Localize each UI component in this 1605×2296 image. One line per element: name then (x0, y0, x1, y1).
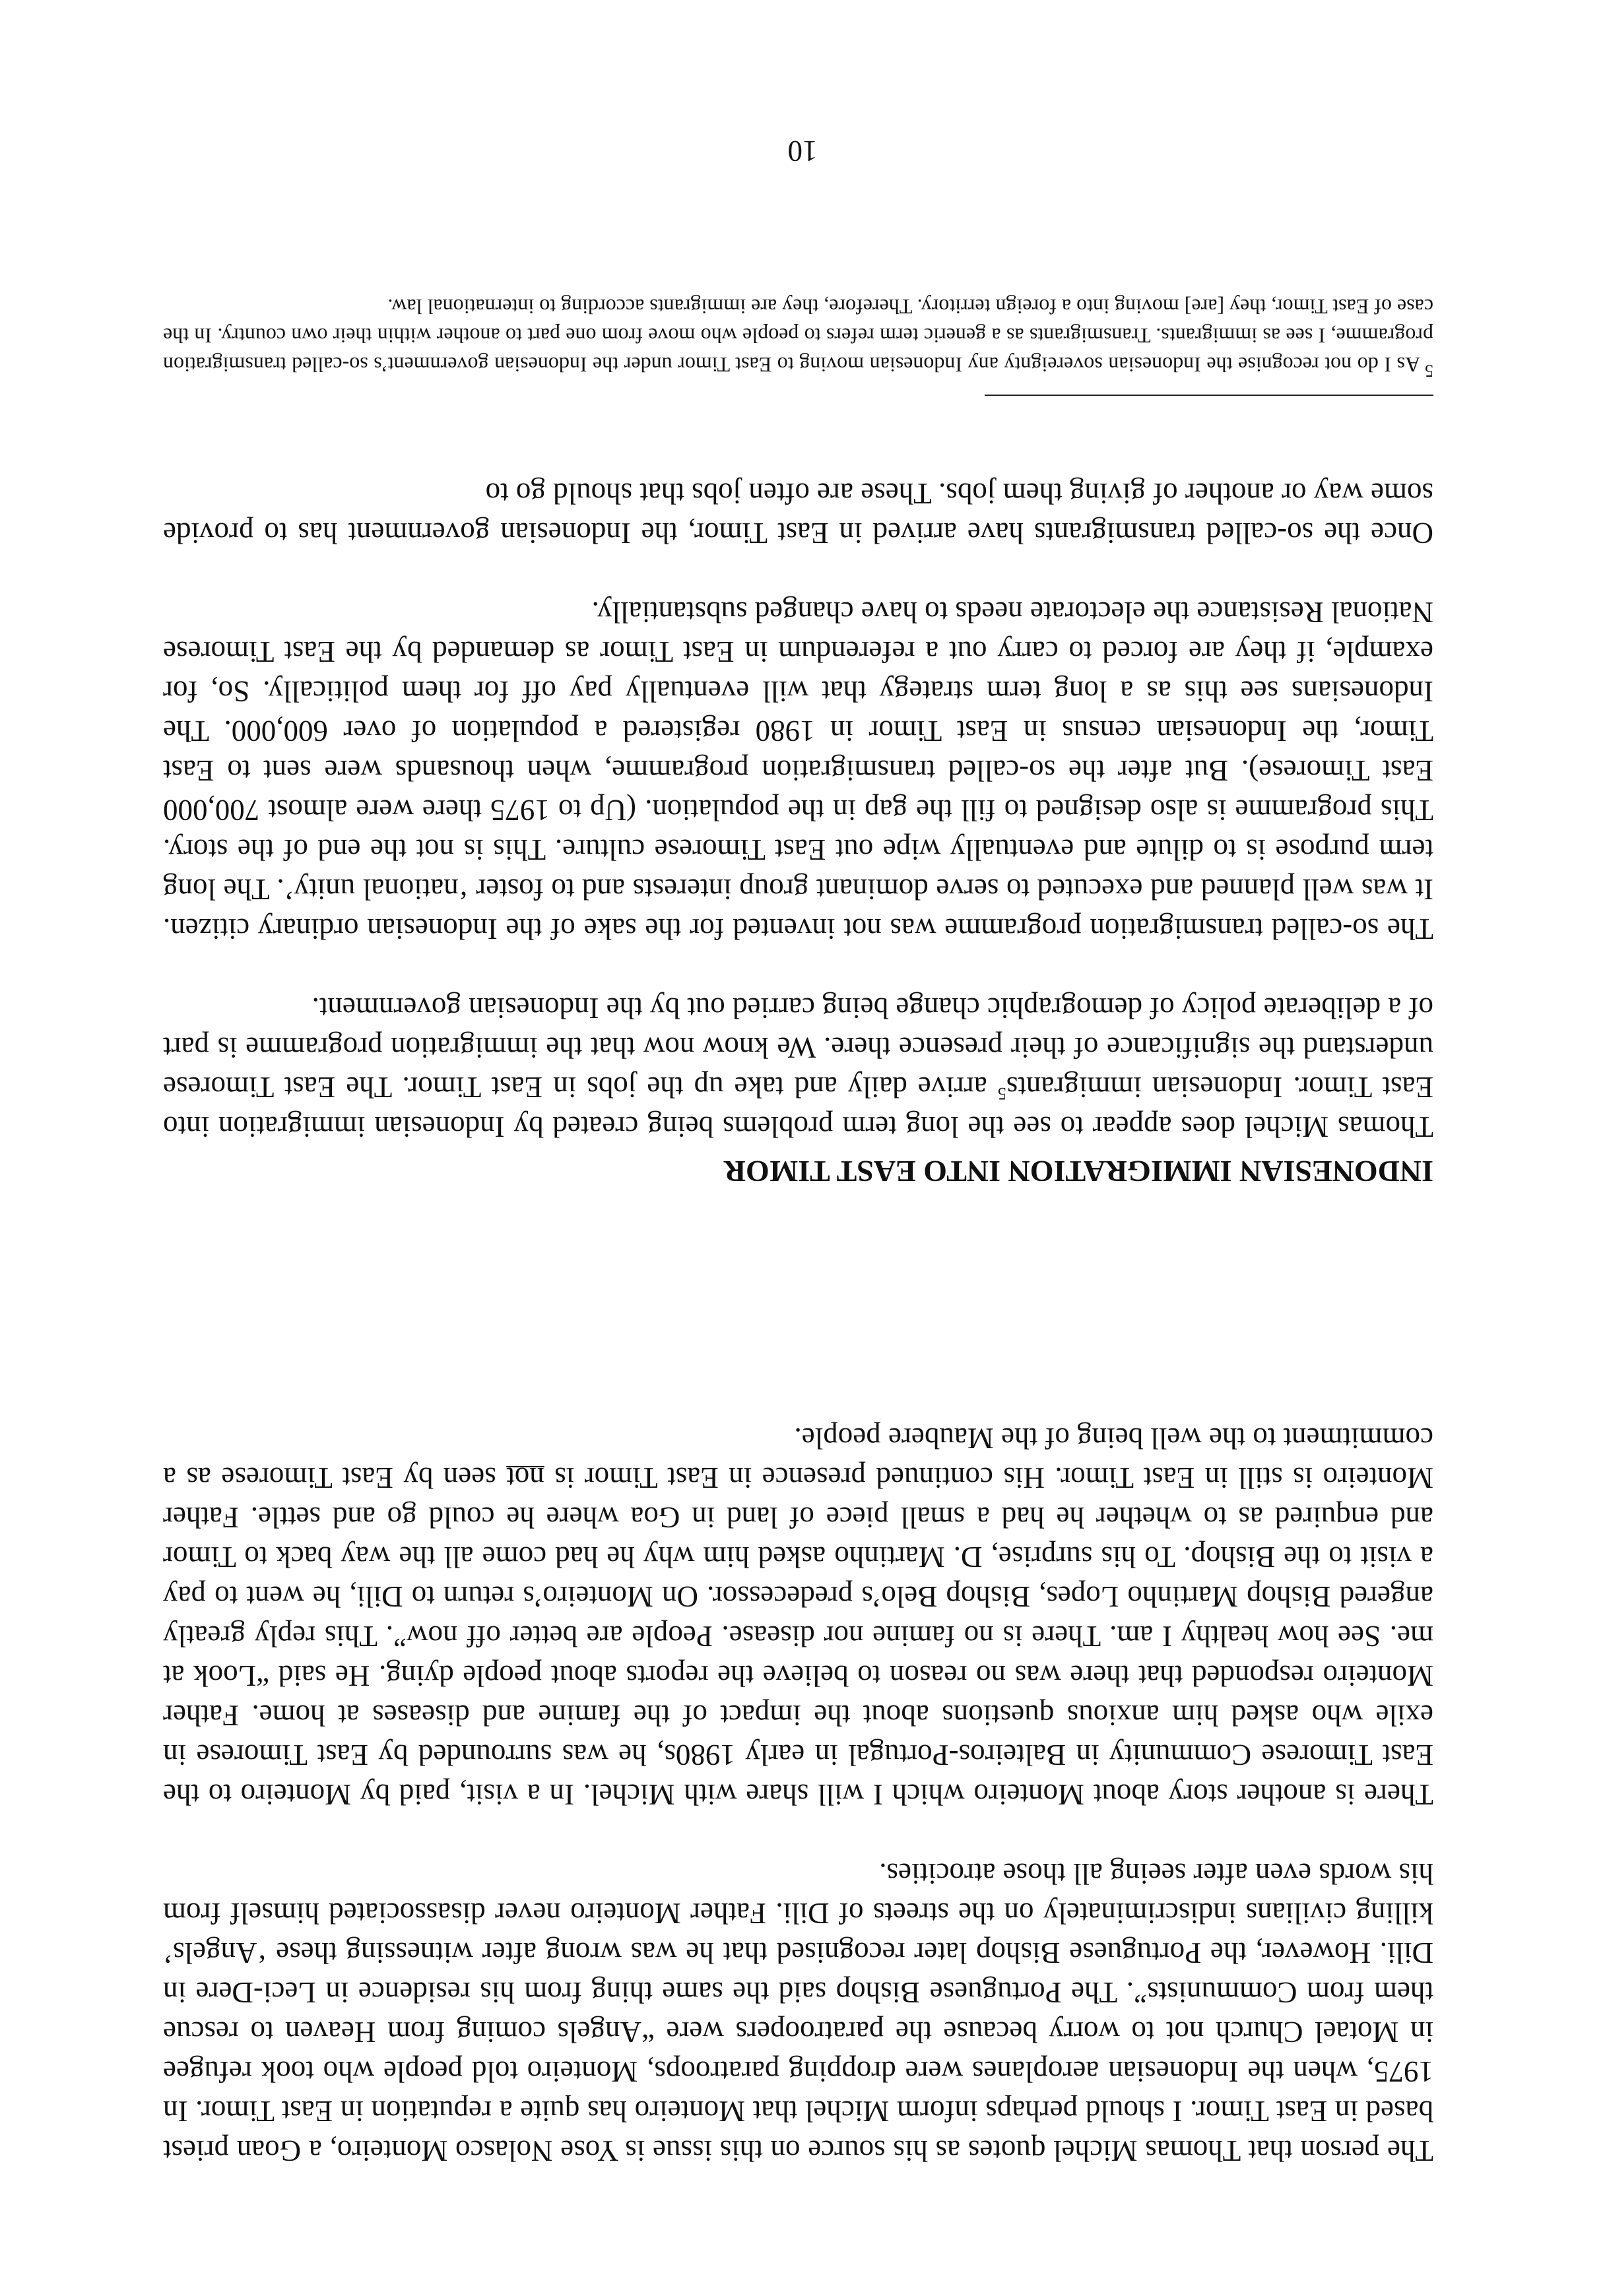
footnote-marker: 5 (1425, 361, 1433, 381)
body-text-upper (163, 1419, 1433, 2171)
footnote-divider (985, 395, 1433, 396)
underlined-word: not (506, 1461, 544, 1494)
footnote-text: As I do not recognise the Indonesian sovereignty any Indonesian moving to East Timor under the Indonesian government’s so-called transmigration programme, I see as immigrants. Transmigrants as a generic term refers to people who move from one part to another within their own country. In the case of East Timor, they [are] moving into a foreign territory. Therefore, they are immigrants according to international law. (162, 295, 1433, 377)
paragraph-monteiro-story-end: seen by East Timorese as a commitment to the well being of the Maubere people. (162, 1422, 1433, 1494)
footnote-reference[interactable]: 5 (997, 1084, 1006, 1103)
paragraph-immigration-start: Thomas Michel does appear to see the long term problems being created by Indonesian immigration into East Timor. Indonesian immigrants (163, 1071, 1433, 1143)
paragraph-monteiro-reputation: The person that Thomas Michel quotes as his source on this issue is Yose Nolasco Monteiro, a Goan priest based in East Timor. I should perhaps inform Michel that Monteiro has quite a reputation in East Timor. In 1975, when the Indonesian aeroplanes were dropping paratroops, Monteiro told people who took refugee in Motael Church not to worry because the paratroopers were “Angels coming from Heaven to rescue them from Communists”. The Portuguese Bishop said the same thing from his residence in Leci-Dere in Dili. However, the Portuguese Bishop later recognised that he was wrong after witnessing these ‘Angels’ killing civilians indiscriminately on the streets of Dili. Father Monteiro never disassociated himself from his words even after seeing all those atrocities. (163, 1857, 1433, 2167)
section-heading: INDONESIAN IMMIGRATION INTO EAST TIMOR (723, 1155, 1433, 1188)
paragraph-transmigration: The so-called transmigration programme was not invented for the sake of the Indonesian ordinary citizen. It was well planned and executed to serve dominant group interests and to foster ‘national unity’. The long term purpose is to dilute and eventually wipe out East Timorese culture. This is not the end of the story. This programme is also designed to fill the gap in the population. (Up to 1975 there were almost 700,000 East Timorese). But after the so-called transmigration programme, when thousands were sent to East Timor, the Indonesian census in East Timor in 1980 registered a population of over 600,000. The Indonesians see this as a long term strategy that will eventually pay off for them politically. So, for example, if they are forced to carry out a referendum in East Timor as demanded by the East Timorese National Resistance the electorate needs to have changed substantially. (163, 596, 1433, 945)
paragraph-immigration-end: arrive daily and take up the jobs in East Timor. The East Timorese understand the significance of their presence there. We know now that the immigration programme is part of a deliberate policy of demographic change being carried out by the Indonesian government. (163, 992, 1433, 1104)
paragraph-jobs: Once the so-called transmigrants have arrived in East Timor, the Indonesian government has to provide some way or another of giving them jobs. These are often jobs that should go to (163, 477, 1433, 550)
footnote (163, 292, 1433, 379)
page-number: 10 (787, 135, 818, 168)
paragraph-monteiro-story (163, 1419, 1433, 1814)
body-text-lower (163, 474, 1433, 1147)
paragraph-immigration (163, 988, 1433, 1147)
paragraph-monteiro-story-text: There is another story about Monteiro which I will share with Michel. In a visit, paid by Monteiro to the East Timorese Community in Balteiros-Portugal in early 1980s, he was surrounded by East Timorese in exile who asked him anxious questions about the impact of the famine and diseases at home. Father Monteiro responded that there was no reason to believe the reports about people dying. He said “Look at me. See how healthy I am. There is no famine nor disease. People are better off now”. This reply greatly angered Bishop Martinho Lopes, Bishop Belo’s predecessor. On Monteiro’s return to Dili, he went to pay a visit to the Bishop. To his surprise, D. Martinho asked him why he had come all the way back to Timor and enquired as to whether he had a small piece of land in Goa where he could go and settle. Father Monteiro is still in East Timor. His continued presence in East Timor is (163, 1461, 1433, 1811)
